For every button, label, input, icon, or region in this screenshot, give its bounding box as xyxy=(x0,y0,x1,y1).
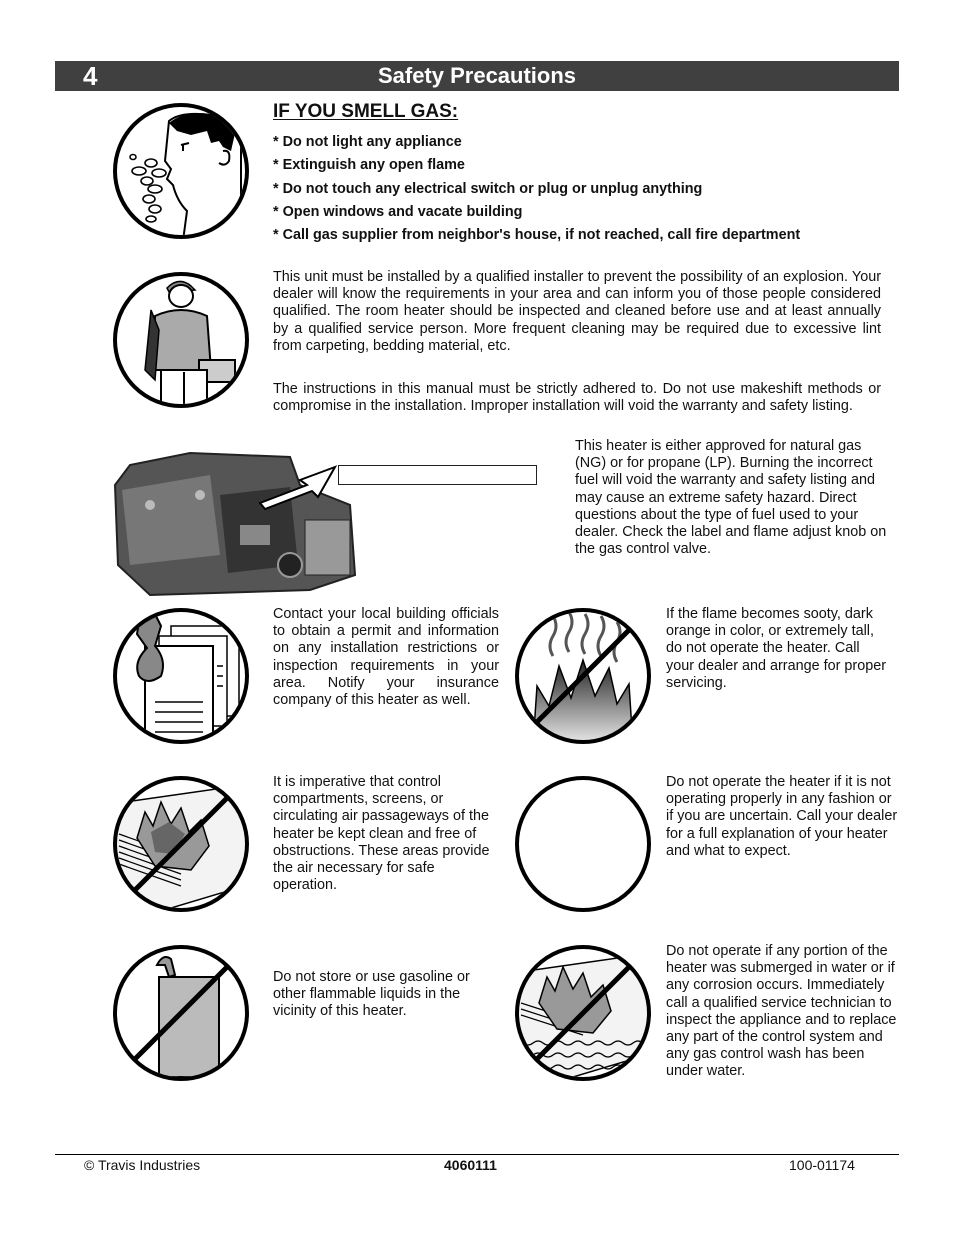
smell-gas-icon xyxy=(111,101,251,241)
gas-warning-list xyxy=(273,134,800,250)
fuel-paragraph: This heater is either approved for natural gas (NG) or for propane (LP). Burning the incorrect fuel will void the warranty and safety listing and may cause an extreme safety hazard. Direct questions about the type of fuel used to your dealer. Check the label and flame adjust knob on the gas control valve. xyxy=(575,438,887,558)
gas-control-valve-image xyxy=(110,445,360,600)
submerged-heater-prohibited-icon xyxy=(513,943,653,1083)
footer-copyright: © Travis Industries xyxy=(84,1157,201,1173)
sooty-flame-prohibited-icon xyxy=(513,606,653,746)
blank-circle-icon xyxy=(513,774,653,914)
improper-operation-paragraph: Do not operate the heater if it is not operating properly in any fashion or if you are uncertain. Call your dealer for a full explanation of your heater and what to expect. xyxy=(666,774,898,859)
footer-part-number: 100-01174 xyxy=(789,1157,855,1173)
page-title: Safety Precautions xyxy=(377,63,577,88)
clean-paragraph: It is imperative that control compartments, screens, or circulating air passageways of the heater be kept clean and free of obstructions. These areas provide the air necessary for safe operation. xyxy=(273,774,490,894)
page-header xyxy=(55,61,899,91)
blocked-airflow-prohibited-icon xyxy=(111,774,251,914)
gasoline-can-prohibited-icon xyxy=(111,943,251,1083)
footer-document-number: 4060111 xyxy=(444,1157,497,1173)
gas-warning-title: IF YOU SMELL GAS: xyxy=(273,101,459,122)
footer-divider xyxy=(55,1154,899,1155)
submerged-paragraph: Do not operate if any portion of the heater was submerged in water or if any corrosion occurs. Immediately call a qualified service technician to inspect the appliance and to replace any part of the control system and any gas control wash has been under water. xyxy=(666,943,897,1080)
gas-warning-item: * Open windows and vacate building xyxy=(273,203,523,220)
gas-warning-item: * Do not light any appliance xyxy=(273,134,462,150)
instructions-paragraph: The instructions in this manual must be strictly adhered to. Do not use makeshift methods or compromise in the installation. Improper installation will void the warranty and safety listing. xyxy=(273,381,881,415)
gas-warning-item: * Do not touch any electrical switch or plug or unplug anything xyxy=(273,180,703,197)
installer-icon xyxy=(111,270,251,410)
valve-label-box xyxy=(338,465,537,485)
installer-paragraph: This unit must be installed by a qualified installer to prevent the possibility of an explosion. Your dealer will know the requirements in your area and can inform you of those people considered qualified. The room heater should be inspected and cleaned before use and at least annually by a qualified service person. More frequent cleaning may be required due to excessive lint from carpeting, bedding material, etc. xyxy=(273,269,881,354)
gas-warning-item: * Extinguish any open flame xyxy=(273,157,465,174)
gas-warning-item: * Call gas supplier from neighbor's house, if not reached, call fire department xyxy=(273,227,801,244)
sooty-paragraph: If the flame becomes sooty, dark orange in color, or extremely tall, do not operate the heater. Call your dealer and arrange for proper servicing. xyxy=(666,606,886,691)
permit-document-icon xyxy=(111,606,251,746)
permit-paragraph: Contact your local building officials to obtain a permit and information on any installation restrictions or inspection requirements in your area. Notify your insurance company of this heater as well. xyxy=(273,606,499,709)
page-number: 4 xyxy=(83,61,98,91)
gasoline-paragraph: Do not store or use gasoline or other flammable liquids in the vicinity of this heater. xyxy=(273,969,470,1020)
